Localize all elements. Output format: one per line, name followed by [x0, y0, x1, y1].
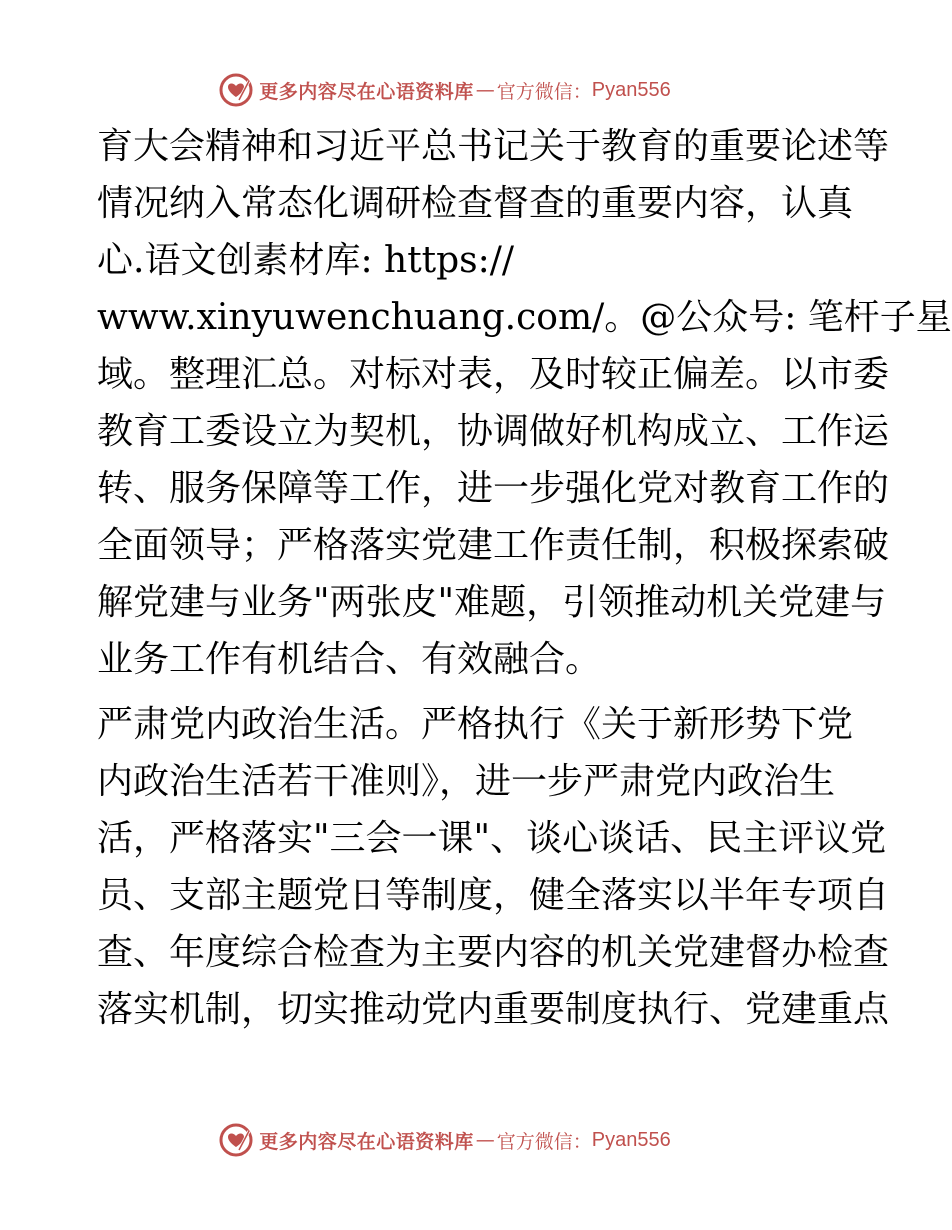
banner-text: 更多内容尽在心语资料库 [259, 1130, 474, 1153]
text-line: 全面领导；严格落实党建工作责任制，积极探索破 [97, 525, 890, 566]
text-line: www.xinyuwenchuang.com/。@公众号: 笔杆子星 [97, 297, 952, 338]
footer-banner [0, 1120, 950, 1160]
text-line: 员、支部主题党日等制度，健全落实以半年专项自 [97, 875, 890, 916]
heart-pen-logo-icon [219, 1123, 253, 1157]
paragraph [97, 118, 952, 688]
banner-text: 更多内容尽在心语资料库 [259, 80, 474, 103]
banner-wechat-handle: Pyan556 [591, 1128, 671, 1151]
text-line: 情况纳入常态化调研检查督查的重要内容，认真 [97, 183, 854, 224]
paragraph [97, 696, 890, 1038]
text-line: 转、服务保障等工作，进一步强化党对教育工作的 [97, 468, 890, 509]
text-line: 育大会精神和习近平总书记关于教育的重要论述等 [97, 126, 890, 167]
text-line: 内政治生活若干准则》，进一步严肃党内政治生 [97, 761, 836, 802]
text-line: 严肃党内政治生活。严格执行《关于新形势下党 [97, 704, 854, 745]
text-line: 查、年度综合检查为主要内容的机关党建督办检查 [97, 932, 890, 973]
banner-wechat-handle: Pyan556 [591, 78, 671, 101]
banner-wechat-label: 官方微信： [496, 80, 592, 103]
banner-dash: — [475, 1129, 495, 1151]
text-line: 业务工作有机结合、有效融合。 [97, 639, 602, 680]
banner-wechat-label: 官方微信： [496, 1130, 592, 1153]
text-line: 教育工委设立为契机，协调做好机构成立、工作运 [97, 411, 890, 452]
header-banner [0, 70, 950, 110]
text-line: 心.语文创素材库: https:// [97, 240, 515, 281]
heart-pen-logo-icon [219, 73, 253, 107]
text-line: 落实机制，切实推动党内重要制度执行、党建重点 [97, 989, 890, 1030]
document-body [97, 118, 952, 1038]
text-line: 域。整理汇总。对标对表，及时较正偏差。以市委 [97, 354, 890, 395]
text-line: 解党建与业务"两张皮"难题，引领推动机关党建与 [97, 582, 887, 623]
text-line: 活，严格落实"三会一课"、谈心谈话、民主评议党 [97, 818, 887, 859]
banner-dash: — [475, 79, 495, 101]
